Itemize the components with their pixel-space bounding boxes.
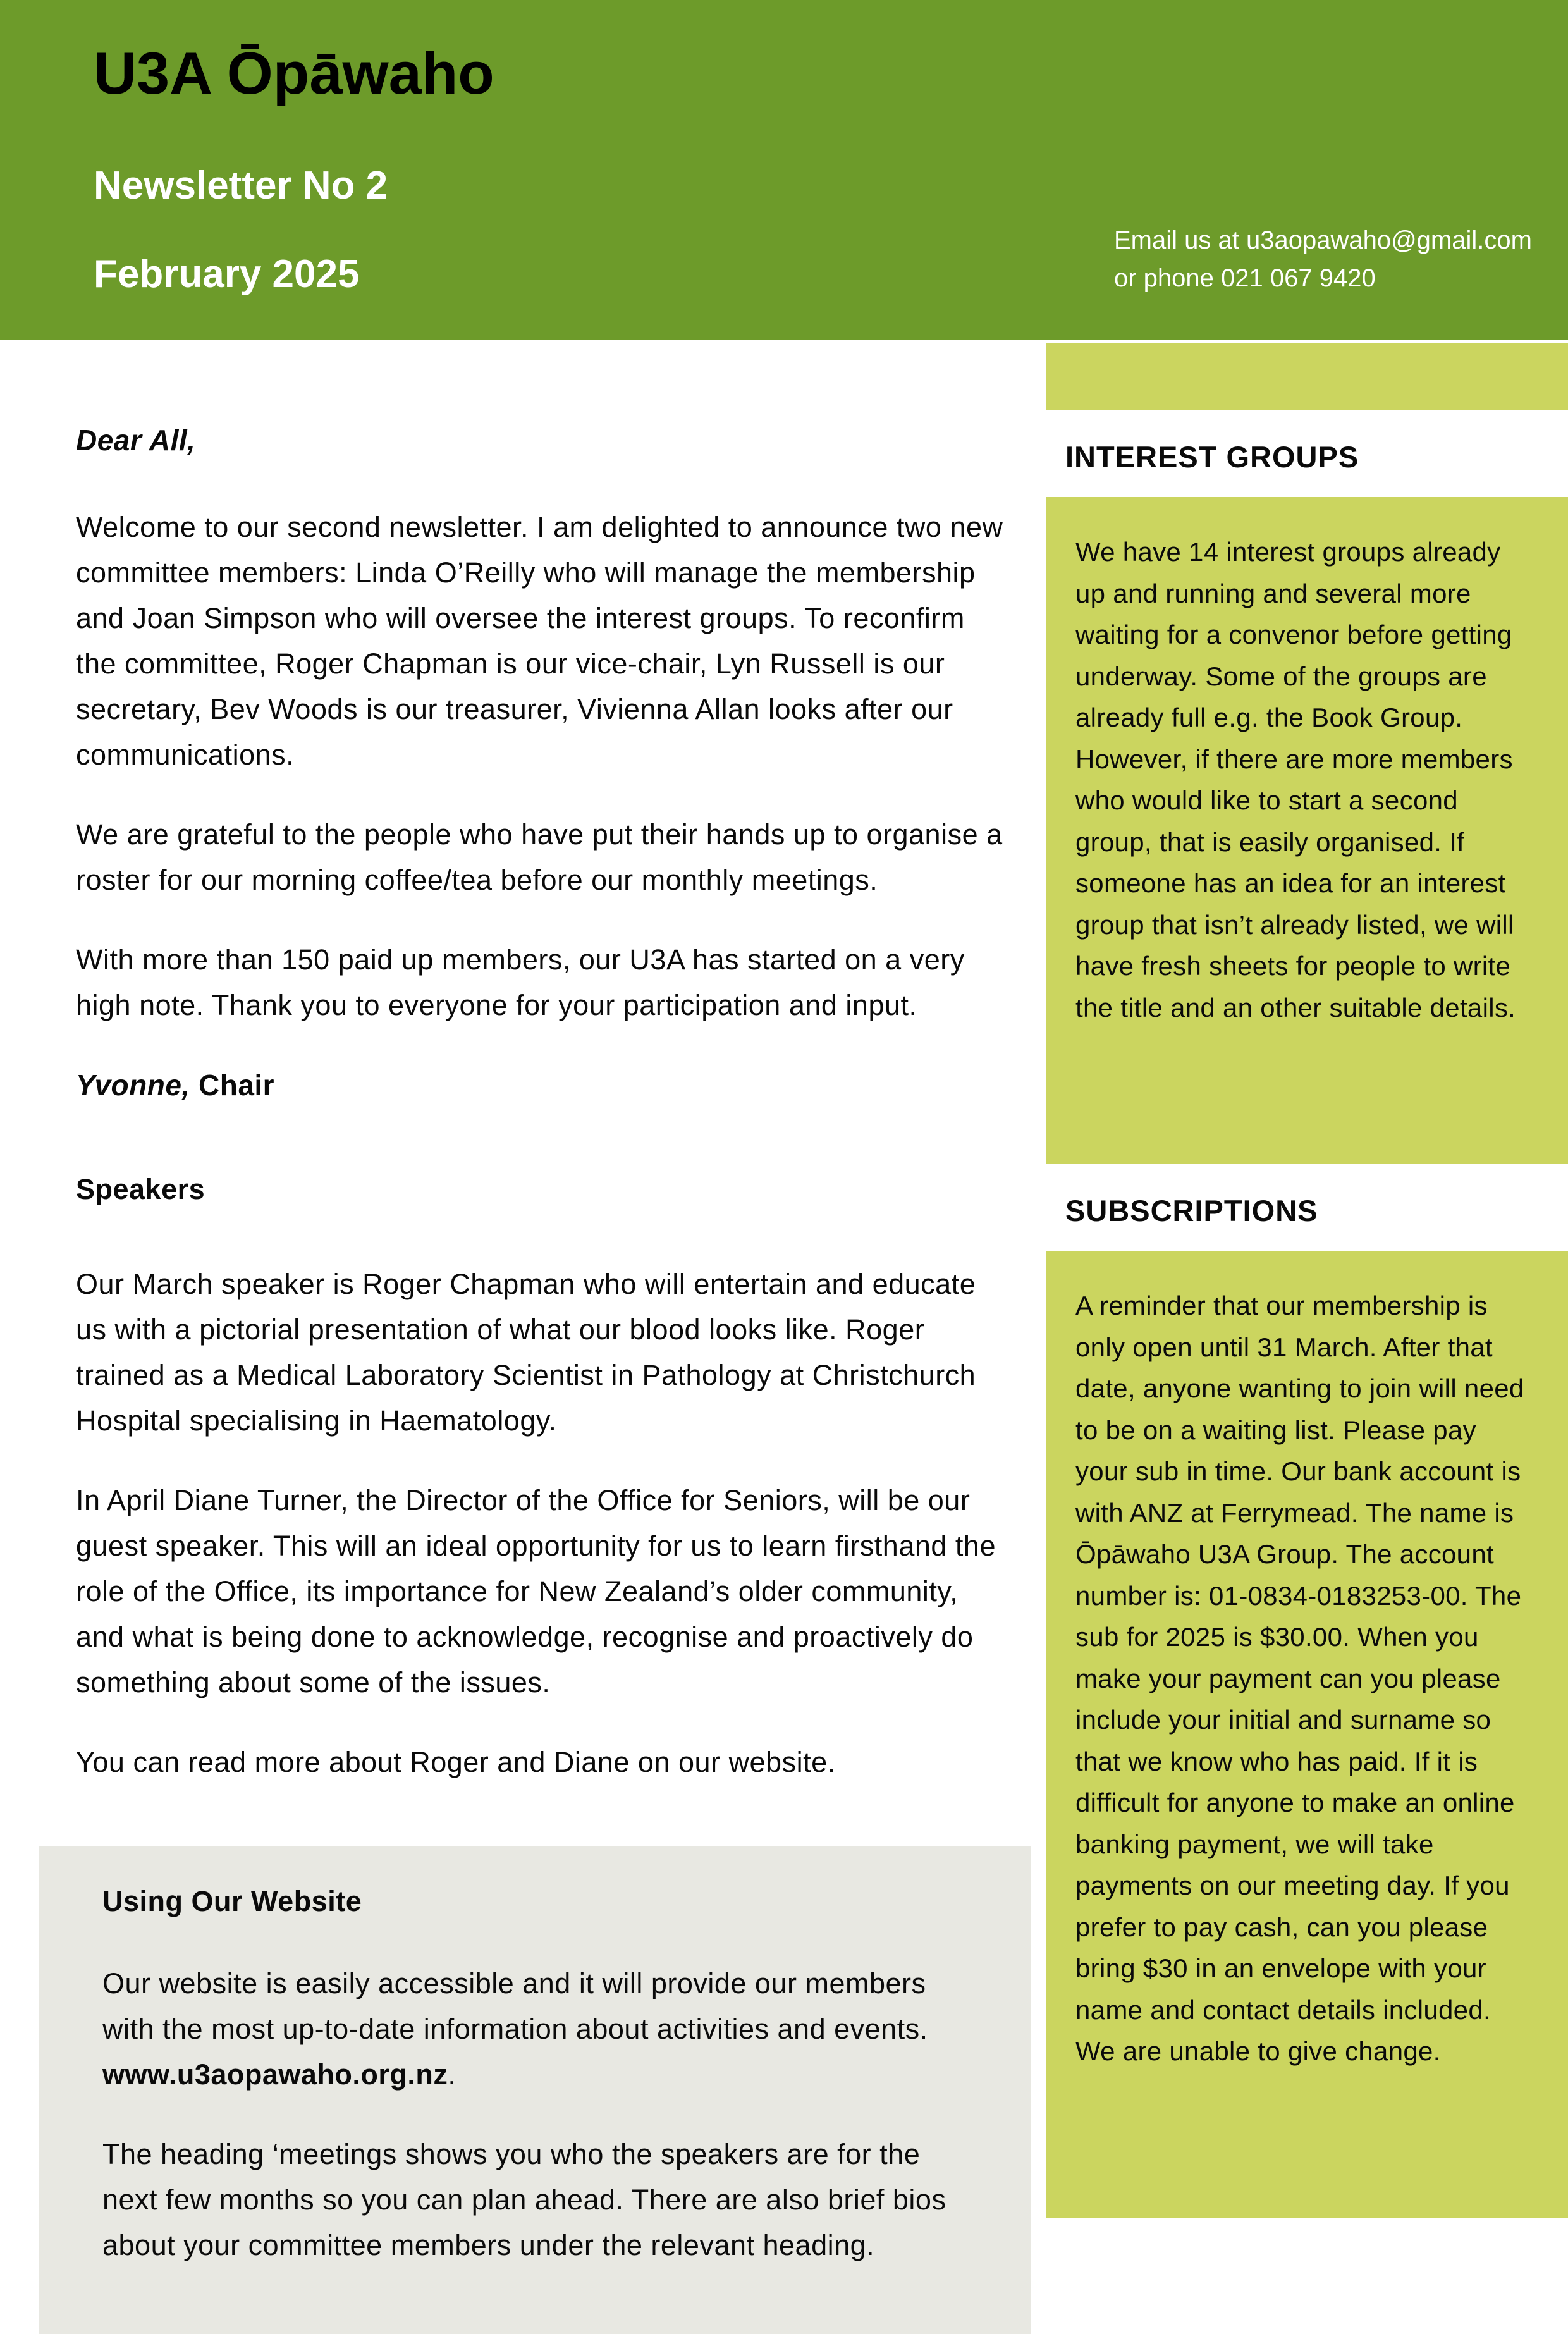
membership-paragraph: With more than 150 paid up members, our U3A has started on a very high note. Thank you to everyone for your participation and input. — [76, 943, 965, 1021]
march-speaker-paragraph: Our March speaker is Roger Chapman who will entertain and educate us with a pictorial presentation of what our blood looks like. Roger trained as a Medical Laboratory Scientist in Pathology at Christchurch Hospital specialising in Haematology. — [76, 1268, 976, 1437]
signoff-name: Yvonne, — [76, 1068, 190, 1102]
contact-phone: or phone 021 067 9420 — [1114, 264, 1376, 292]
newsletter-date: February 2025 — [94, 252, 360, 296]
sidebar-accent-bar — [1046, 343, 1568, 410]
intro-paragraph: Welcome to our second newsletter. I am delighted to announce two new committee members: Linda O’Reilly who will manage the membership and Joan Simpson who will oversee the interest groups. To reconfirm the committee, Roger Chapman is our vice-chair, Lyn Russell is our secretary, Bev Woods is our treasurer, Vivienna Allan looks after our communications. — [76, 510, 1003, 771]
signoff — [76, 1062, 1010, 1109]
gratitude-paragraph: We are grateful to the people who have put their hands up to organise a roster for our morning coffee/tea before our monthly meetings. — [76, 818, 1003, 896]
website-para-text: Our website is easily accessible and it will provide our members with the most up-to-date information about activities and events. — [102, 1967, 928, 2046]
newsletter-issue: Newsletter No 2 — [94, 164, 388, 207]
masthead-banner — [0, 0, 1568, 340]
website-box-paragraph-2: The heading ‘meetings shows you who the speakers are for the next few months so you can plan ahead. There are also brief bios about your committee members under the relevant heading. — [102, 2138, 946, 2262]
contact-email: Email us at u3aopawaho@gmail.com — [1114, 226, 1532, 254]
page-title: U3A Ōpāwaho — [94, 40, 494, 106]
website-box-paragraph-1 — [102, 1961, 974, 2098]
subscriptions-box: A reminder that our membership is only open until 31 March. After that date, anyone wanting to join will need to be on a waiting list. Please pay your sub in time. Our bank account is with ANZ at Ferrymead. The name is Ōpāwaho U3A Group. The account number is: 01-0834-0183253-00. The sub for 2025 is $30.00. When you make your payment can you please include your initial and surname so that we know who has paid. If it is difficult for anyone to make an online banking payment, we will take payments on our meeting day. If you prefer to pay cash, can you please bring $30 in an envelope with your name and contact details included. We are unable to give change. — [1046, 1251, 1568, 2218]
signoff-role: Chair — [190, 1068, 275, 1102]
interest-groups-heading: INTEREST GROUPS — [1065, 440, 1359, 474]
website-box-heading: Using Our Website — [102, 1885, 362, 1918]
main-article-column — [76, 417, 1010, 2334]
april-speaker-paragraph: In April Diane Turner, the Director of the Office for Seniors, will be our guest speaker. This will an ideal opportunity for us to learn firsthand the role of the Office, its importance for New Zealand’s older community, and what is being done to acknowledge, recognise and proactively do something about some of the issues. — [76, 1484, 996, 1699]
interest-groups-box: We have 14 interest groups already up and running and several more waiting for a convenor before getting underway. Some of the groups are already full e.g. the Book Group. However, if there are more members who would like to start a second group, that is easily organised. If someone has an idea for an interest group that isn’t already listed, we will have fresh sheets for people to write the title and an other suitable details. — [1046, 497, 1568, 1164]
website-url: www.u3aopawaho.org.nz — [102, 2058, 448, 2091]
website-note-paragraph: You can read more about Roger and Diane on our website. — [76, 1746, 836, 1779]
sidebar — [1046, 343, 1568, 2218]
website-para-suffix: . — [448, 2058, 456, 2091]
speakers-heading: Speakers — [76, 1173, 205, 1206]
subscriptions-heading: SUBSCRIPTIONS — [1065, 1194, 1318, 1227]
using-our-website-box — [39, 1846, 1031, 2334]
contact-info — [1114, 221, 1532, 297]
salutation: Dear All, — [76, 424, 196, 457]
